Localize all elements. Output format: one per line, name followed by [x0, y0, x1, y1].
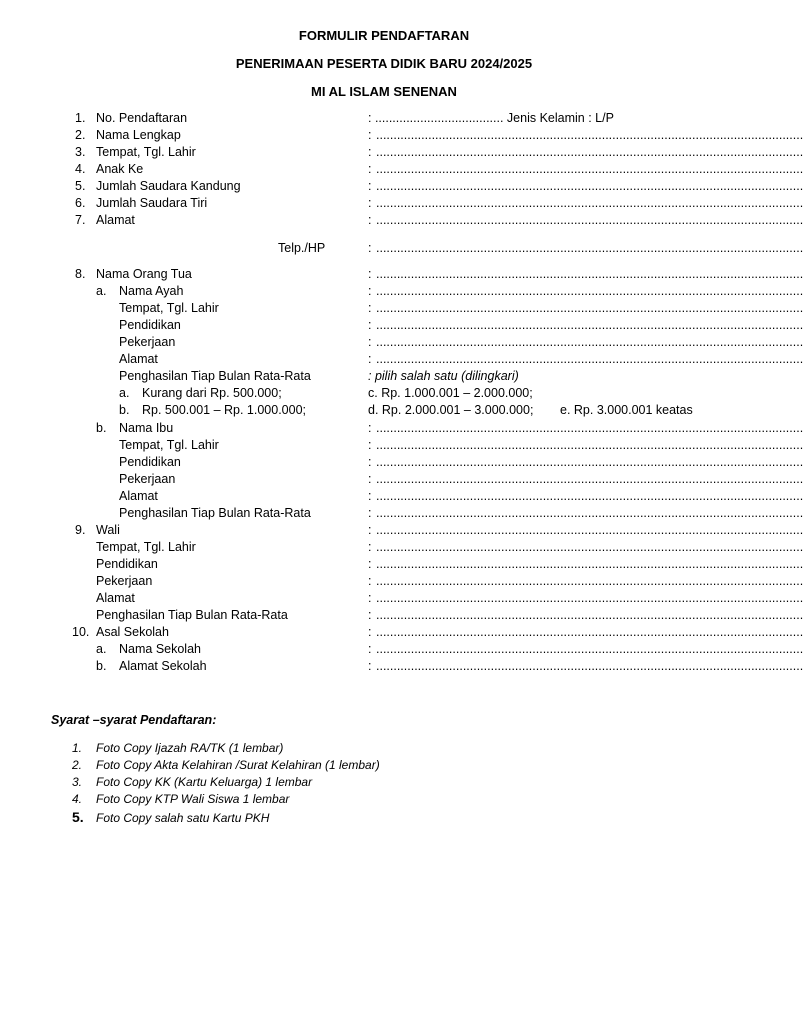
- row-label: Pekerjaan: [119, 472, 176, 486]
- fill-in-blank[interactable]: ...........................................................................................................................: [376, 455, 803, 469]
- form-row: [0, 471, 803, 488]
- row-label: Nama Lengkap: [96, 128, 181, 142]
- requirement-text: Foto Copy KTP Wali Siswa 1 lembar: [96, 792, 290, 806]
- row-label: Alamat: [119, 352, 158, 366]
- fill-in-blank[interactable]: ...........................................................................................................................: [376, 421, 803, 435]
- form-row: [0, 385, 768, 402]
- fill-in-blank[interactable]: ...........................................................................................................................: [376, 162, 803, 176]
- row-value: d. Rp. 2.000.001 – 3.000.000;: [368, 403, 534, 417]
- row-colon: :: [368, 213, 372, 227]
- fill-in-blank[interactable]: ...........................................................................................................................: [376, 523, 803, 537]
- row-label: Nama Sekolah: [119, 642, 201, 656]
- row-label: Pekerjaan: [96, 574, 153, 588]
- form-row: [0, 556, 803, 573]
- row-label: Nama Orang Tua: [96, 267, 192, 281]
- row-label: Tempat, Tgl. Lahir: [96, 540, 196, 554]
- row-label: Kurang dari Rp. 500.000;: [142, 386, 282, 400]
- fill-in-blank[interactable]: ...........................................................................................................................: [376, 179, 803, 193]
- requirement-number: 2.: [72, 758, 83, 772]
- row-number: 10.: [72, 625, 90, 639]
- row-label: Pendidikan: [119, 318, 181, 332]
- requirement-text: Foto Copy salah satu Kartu PKH: [96, 811, 270, 825]
- school-name: MI AL ISLAM SENENAN: [311, 84, 457, 99]
- row-colon: :: [368, 335, 372, 349]
- row-colon: :: [368, 284, 372, 298]
- row-number: 5.: [75, 179, 86, 193]
- row-number: 6.: [75, 196, 86, 210]
- fill-in-blank[interactable]: ...........................................................................................................................: [376, 145, 803, 159]
- row-label: Wali: [96, 523, 120, 537]
- fill-in-blank[interactable]: ...........................................................................................................................: [376, 335, 803, 349]
- row-label: Tempat, Tgl. Lahir: [119, 438, 219, 452]
- requirement-text: Foto Copy Akta Kelahiran /Surat Kelahiran (1 lembar): [96, 758, 380, 772]
- form-row: [0, 488, 803, 505]
- form-row: [0, 334, 803, 351]
- form-row: [0, 317, 803, 334]
- row-number: 7.: [75, 213, 86, 227]
- row-label: Asal Sekolah: [96, 625, 169, 639]
- row-label: Rp. 500.001 – Rp. 1.000.000;: [142, 403, 307, 417]
- requirement-text: Foto Copy Ijazah RA/TK (1 lembar): [96, 741, 284, 755]
- form-subtitle: PENERIMAAN PESERTA DIDIK BARU 2024/2025: [235, 56, 533, 71]
- row-subnumber: a.: [96, 642, 107, 656]
- fill-in-blank[interactable]: ...........................................................................................................................: [376, 241, 803, 255]
- form-row: [0, 658, 803, 675]
- requirements-heading: Syarat –syarat Pendaftaran:: [51, 713, 217, 727]
- row-colon: :: [368, 455, 372, 469]
- row-label: Nama Ibu: [119, 421, 174, 435]
- row-subnumber: b.: [119, 403, 130, 417]
- form-title: FORMULIR PENDAFTARAN: [298, 28, 470, 43]
- requirement-item: [0, 740, 768, 757]
- row-colon: :: [368, 472, 372, 486]
- row-colon: :: [368, 301, 372, 315]
- row-number: 2.: [75, 128, 86, 142]
- fill-in-blank[interactable]: ...........................................................................................................................: [376, 506, 803, 520]
- form-row: [0, 402, 768, 419]
- form-row: [0, 539, 803, 556]
- row-value: : pilih salah satu (dilingkari): [368, 369, 519, 383]
- row-subnumber: b.: [96, 659, 107, 673]
- row-label: Alamat: [96, 591, 135, 605]
- form-row: [0, 437, 803, 454]
- row-number: 9.: [75, 523, 86, 537]
- form-row: [0, 624, 803, 641]
- row-number: 8.: [75, 267, 86, 281]
- row-colon: :: [368, 506, 372, 520]
- row-label: Tempat, Tgl. Lahir: [119, 301, 219, 315]
- form-row: [0, 607, 803, 624]
- row-label: Penghasilan Tiap Bulan Rata-Rata: [119, 506, 311, 520]
- row-label: Pekerjaan: [119, 335, 176, 349]
- row-label: Pendidikan: [96, 557, 158, 571]
- fill-in-blank[interactable]: ...........................................................................................................................: [376, 352, 803, 366]
- requirement-number: 3.: [72, 775, 83, 789]
- row-subnumber: b.: [96, 421, 107, 435]
- fill-in-blank[interactable]: ...........................................................................................................................: [376, 574, 803, 588]
- fill-in-blank[interactable]: ...........................................................................................................................: [376, 196, 803, 210]
- fill-in-blank[interactable]: ...........................................................................................................................: [376, 267, 803, 281]
- form-row: [0, 454, 803, 471]
- row-label: Anak Ke: [96, 162, 144, 176]
- form-row: [0, 505, 803, 522]
- row-colon: :: [368, 352, 372, 366]
- row-colon: :: [368, 489, 372, 503]
- row-colon: :: [368, 241, 372, 255]
- row-colon: :: [368, 523, 372, 537]
- requirement-number: 4.: [72, 792, 83, 806]
- row-label: Alamat Sekolah: [119, 659, 207, 673]
- form-row: [0, 368, 768, 385]
- row-colon: :: [368, 267, 372, 281]
- form-row: [0, 195, 803, 212]
- row-colon: :: [368, 608, 372, 622]
- row-label: Tempat, Tgl. Lahir: [96, 145, 196, 159]
- fill-in-blank[interactable]: ...........................................................................................................................: [376, 557, 803, 571]
- form-row: [0, 161, 803, 178]
- row-subnumber: a.: [119, 386, 130, 400]
- row-value: : ..................................... Jenis Kelamin : L/P: [368, 111, 614, 125]
- fill-in-blank[interactable]: ...........................................................................................................................: [376, 625, 803, 639]
- fill-in-blank[interactable]: ...........................................................................................................................: [376, 659, 803, 673]
- row-colon: :: [368, 128, 372, 142]
- row-colon: :: [368, 179, 372, 193]
- form-row: [0, 351, 803, 368]
- row-label: Nama Ayah: [119, 284, 184, 298]
- fill-in-blank[interactable]: ...........................................................................................................................: [376, 213, 803, 227]
- row-colon: :: [368, 540, 372, 554]
- form-row: [0, 178, 803, 195]
- form-row: [0, 590, 803, 607]
- row-colon: :: [368, 196, 372, 210]
- fill-in-blank[interactable]: ...........................................................................................................................: [376, 540, 803, 554]
- requirement-text: Foto Copy KK (Kartu Keluarga) 1 lembar: [96, 775, 313, 789]
- row-colon: :: [368, 145, 372, 159]
- row-colon: :: [368, 557, 372, 571]
- requirement-item: [0, 757, 768, 774]
- row-label: Jumlah Saudara Tiri: [96, 196, 208, 210]
- fill-in-blank[interactable]: ...........................................................................................................................: [376, 642, 803, 656]
- form-row: [0, 522, 803, 539]
- form-row: [0, 300, 803, 317]
- row-number: 4.: [75, 162, 86, 176]
- form-row: [0, 144, 803, 161]
- row-colon: :: [368, 625, 372, 639]
- form-row: [0, 420, 803, 437]
- form-row: [0, 127, 803, 144]
- fill-in-blank[interactable]: ...........................................................................................................................: [376, 472, 803, 486]
- row-colon: :: [368, 162, 372, 176]
- fill-in-blank[interactable]: ...........................................................................................................................: [376, 438, 803, 452]
- row-label: Penghasilan Tiap Bulan Rata-Rata: [119, 369, 311, 383]
- row-number: 3.: [75, 145, 86, 159]
- row-label: Telp./HP: [278, 241, 326, 255]
- fill-in-blank[interactable]: ...........................................................................................................................: [376, 489, 803, 503]
- requirement-number: 1.: [72, 741, 83, 755]
- fill-in-blank[interactable]: ...........................................................................................................................: [376, 608, 803, 622]
- row-colon: :: [368, 591, 372, 605]
- fill-in-blank[interactable]: ...........................................................................................................................: [376, 318, 803, 332]
- row-colon: :: [368, 438, 372, 452]
- row-number: 1.: [75, 111, 86, 125]
- row-label: Jumlah Saudara Kandung: [96, 179, 241, 193]
- row-colon: :: [368, 574, 372, 588]
- row-value-extra: e. Rp. 3.000.001 keatas: [560, 403, 693, 417]
- row-label: No. Pendaftaran: [96, 111, 188, 125]
- form-row: [0, 573, 803, 590]
- form-row: [0, 283, 803, 300]
- fill-in-blank[interactable]: ...........................................................................................................................: [376, 591, 803, 605]
- form-row: [0, 212, 803, 229]
- requirement-item: [0, 774, 768, 791]
- row-label: Alamat: [96, 213, 135, 227]
- requirement-item: [0, 791, 768, 808]
- requirement-number: 5.: [72, 809, 84, 825]
- fill-in-blank[interactable]: ...........................................................................................................................: [376, 128, 803, 142]
- form-row: [0, 110, 768, 127]
- row-value: c. Rp. 1.000.001 – 2.000.000;: [368, 386, 533, 400]
- form-row: [0, 641, 803, 658]
- row-label: Pendidikan: [119, 455, 181, 469]
- row-colon: :: [368, 421, 372, 435]
- row-colon: :: [368, 318, 372, 332]
- fill-in-blank[interactable]: ...........................................................................................................................: [376, 284, 803, 298]
- row-label: Alamat: [119, 489, 158, 503]
- form-row: [0, 240, 803, 257]
- requirement-item: [0, 810, 768, 827]
- form-row: [0, 266, 803, 283]
- row-label: Penghasilan Tiap Bulan Rata-Rata: [96, 608, 288, 622]
- fill-in-blank[interactable]: ...........................................................................................................................: [376, 301, 803, 315]
- row-colon: :: [368, 659, 372, 673]
- row-subnumber: a.: [96, 284, 107, 298]
- row-colon: :: [368, 642, 372, 656]
